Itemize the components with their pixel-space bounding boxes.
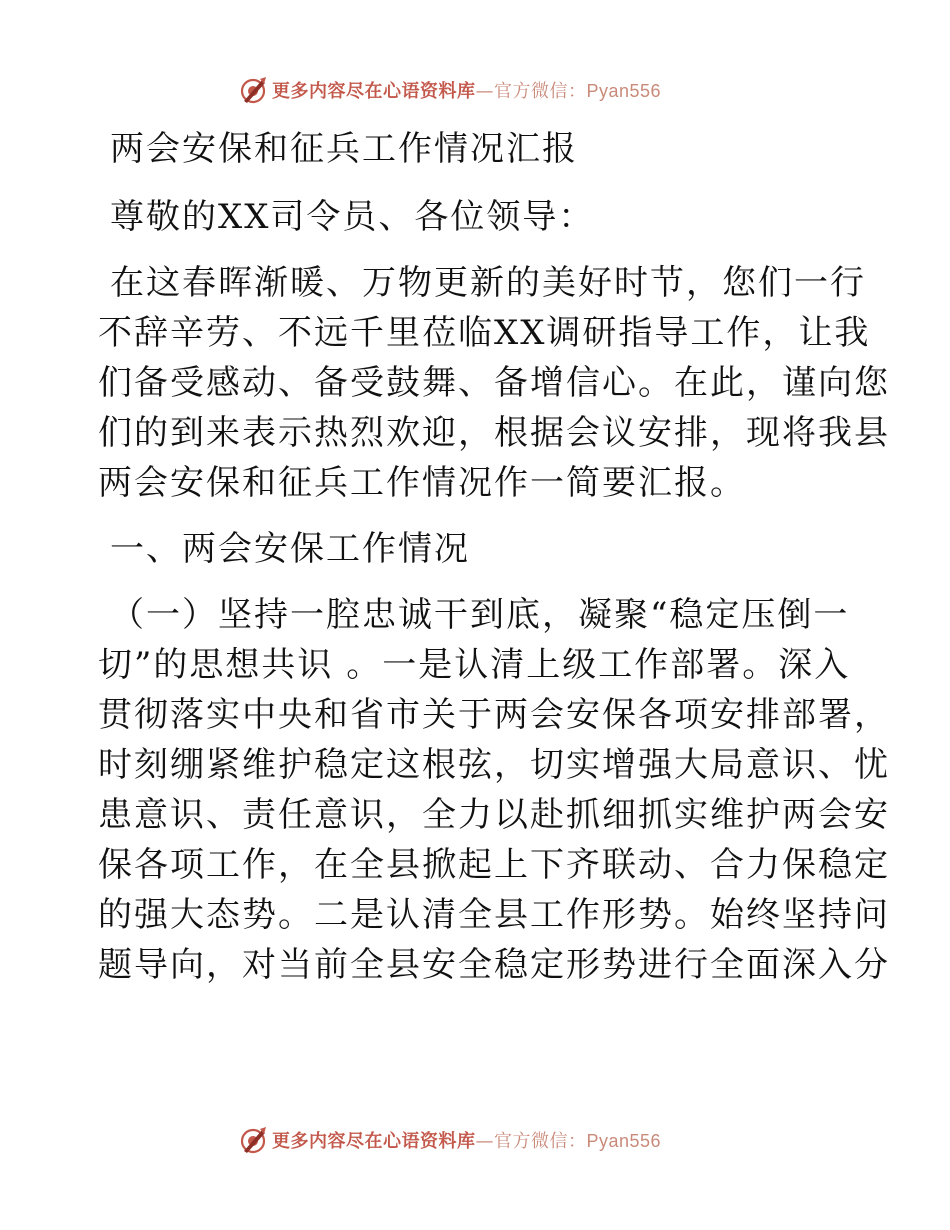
paragraph-line: （一）坚持一腔忠诚干到底，凝聚“稳定压倒一: [110, 595, 850, 635]
quill-pen-logo-icon: [238, 75, 268, 105]
paragraph-line: 患意识、责任意识，全力以赴抓细抓实维护两会安: [98, 795, 890, 835]
paragraph-line: 不辞辛劳、不远千里莅临XX调研指导工作，让我: [98, 313, 871, 353]
watermark-text: [272, 1127, 661, 1153]
paragraph-line: 贯彻落实中央和省市关于两会安保各项安排部署，: [98, 695, 890, 735]
paragraph-line: 的强大态势。二是认清全县工作形势。始终坚持问: [98, 895, 890, 935]
paragraph-section1: [98, 590, 890, 990]
watermark-dash: —: [475, 81, 494, 102]
paragraph-line: 们的到来表示热烈欢迎，根据会议安排，现将我县: [98, 413, 890, 453]
paragraph-line: 们备受感动、备受鼓舞、备增信心。在此，谨向您: [98, 363, 890, 403]
paragraph-line: 保各项工作，在全县掀起上下齐联动、合力保稳定: [98, 845, 890, 885]
paragraph-line: 题导向，对当前全县安全稳定形势进行全面深入分: [98, 945, 890, 985]
document-body: [98, 120, 890, 990]
section-heading: 一、两会安保工作情况: [110, 529, 470, 569]
watermark-id: Pyan556: [586, 1131, 662, 1151]
paragraph-line: 切”的思想共识 。一是认清上级工作部署。深入: [98, 645, 851, 685]
watermark-text: [272, 77, 661, 103]
watermark-official: 官方微信：: [494, 81, 587, 102]
paragraph-intro: [98, 258, 890, 508]
quill-pen-logo-icon: [238, 1125, 268, 1155]
watermark-dash: —: [475, 1131, 494, 1152]
paragraph-line: 两会安保和征兵工作情况作一简要汇报。: [98, 463, 746, 503]
watermark-banner-top: [238, 72, 661, 108]
paragraph-line: 在这春晖渐暖、万物更新的美好时节，您们一行: [110, 263, 866, 303]
watermark-id: Pyan556: [586, 81, 662, 101]
watermark-brand: 更多内容尽在心语资料库: [272, 81, 476, 102]
document-title: 两会安保和征兵工作情况汇报: [110, 129, 578, 169]
watermark-official: 官方微信：: [494, 1131, 587, 1152]
watermark-banner-bottom: [238, 1122, 661, 1158]
greeting: 尊敬的XX司令员、各位领导：: [110, 197, 595, 237]
paragraph-line: 时刻绷紧维护稳定这根弦，切实增强大局意识、忧: [98, 745, 890, 785]
watermark-brand: 更多内容尽在心语资料库: [272, 1131, 476, 1152]
